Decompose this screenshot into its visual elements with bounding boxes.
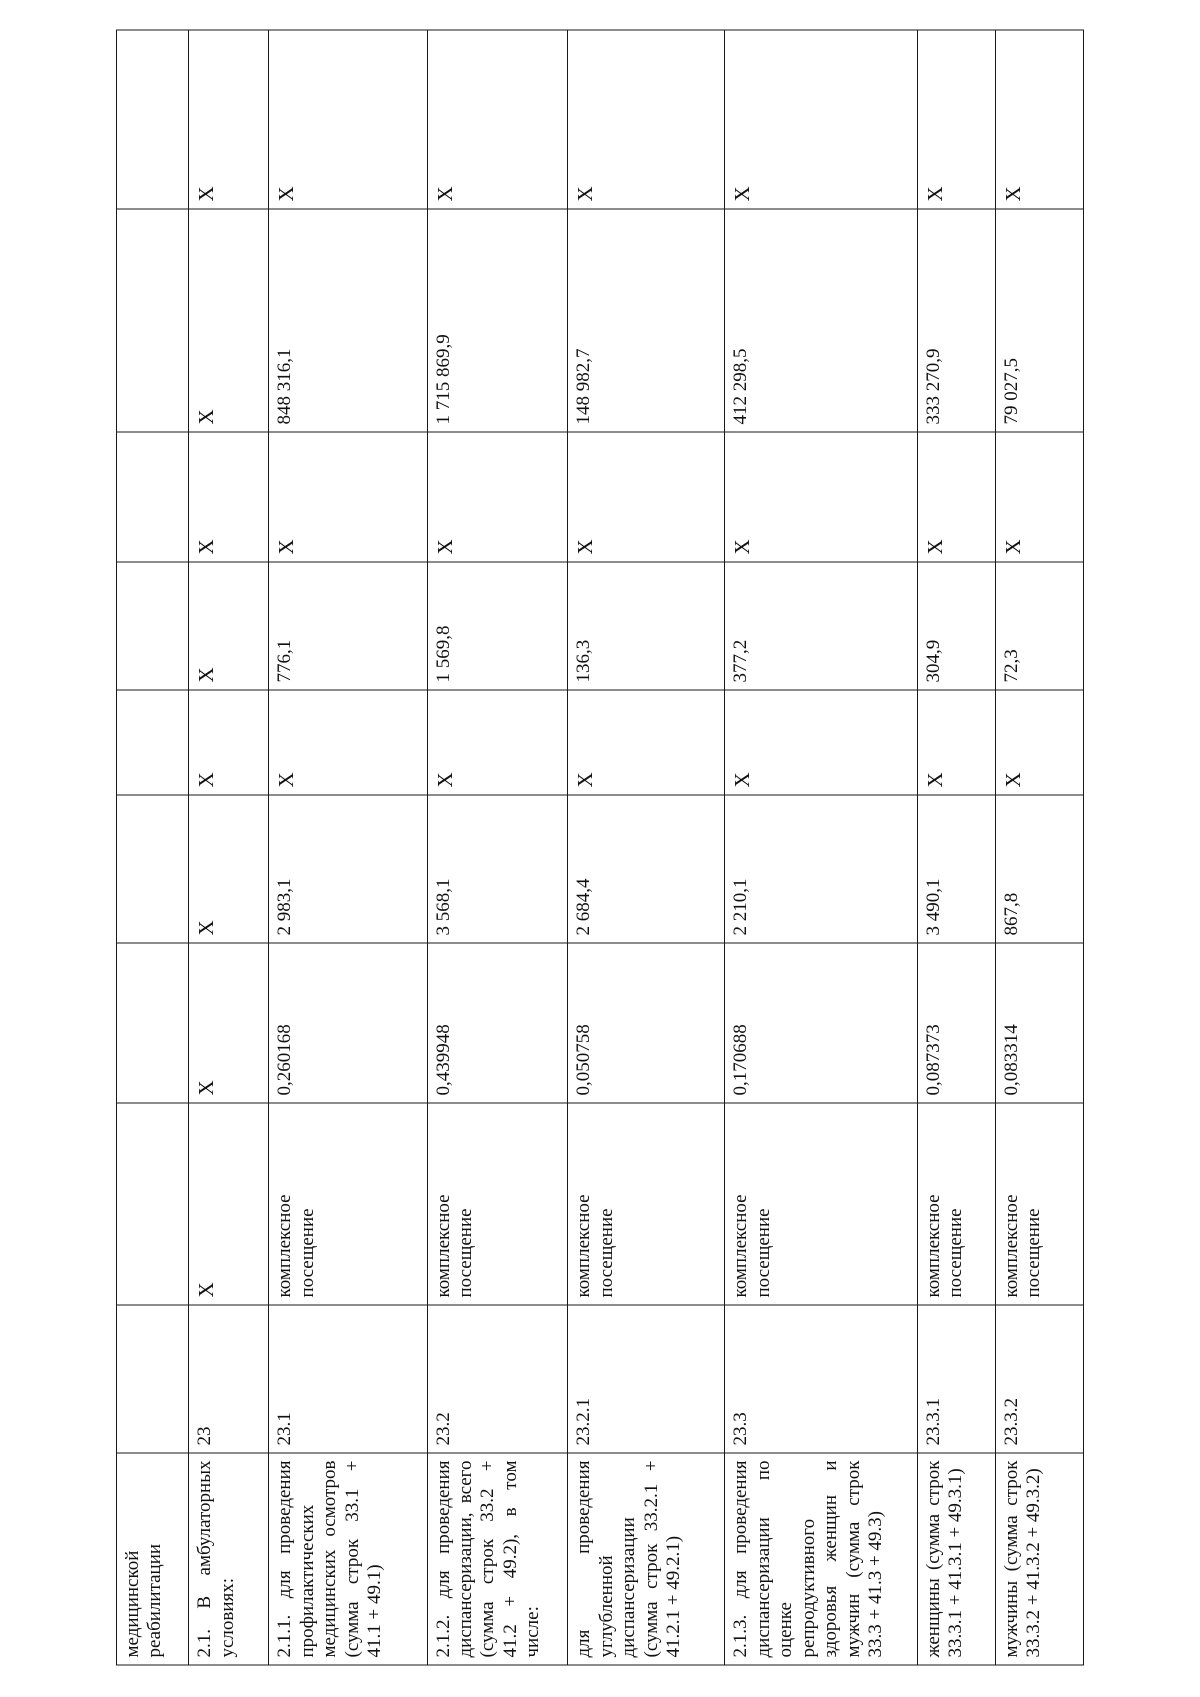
cell-norm: 0,083314 [995,943,1083,1103]
cell-name: для проведения углубленной диспансеризации (сумма строк 33.2.1 + 41.2.1 + 49.2.1) [568,1453,725,1665]
cell-col8: X [189,209,269,432]
cell-col5: X [917,690,995,795]
cell-empty [117,209,189,432]
cell-col5: X [725,690,917,795]
cell-norm: 0,050758 [568,943,725,1103]
cell-name: 2.1. В амбулаторных условиях: [189,1453,269,1665]
table-row [189,30,269,1665]
cell-row-number: 23.3.1 [917,1305,995,1453]
cell-col7: X [189,432,269,562]
cell-col7: X [995,432,1083,562]
cell-unit: X [189,1103,269,1305]
rotated-table-page [116,31,1084,1666]
table-row [995,30,1083,1665]
cell-norm: 0,439948 [427,943,568,1103]
cell-empty [117,1103,189,1305]
cell-norm: 0,170688 [725,943,917,1103]
cell-name: 2.1.1. для проведения профилактических медицинских осмотров (сумма строк 33.1 + 41.1 + 49.1) [269,1453,427,1665]
cell-col7: X [269,432,427,562]
cell-col8: 1 715 869,9 [427,209,568,432]
table-row [568,30,725,1665]
cell-norm: 0,260168 [269,943,427,1103]
cell-col6: 1 569,8 [427,562,568,690]
cell-row-number: 23.3.2 [995,1305,1083,1453]
cell-empty [117,432,189,562]
cell-norm: X [189,943,269,1103]
cell-col7: X [725,432,917,562]
cell-col8: 412 298,5 [725,209,917,432]
cell-col9: X [995,30,1083,209]
cell-col7: X [917,432,995,562]
cell-col7: X [427,432,568,562]
cell-name: женщины (сумма строк 33.3.1 + 41.3.1 + 49.3.1) [917,1453,995,1665]
cell-name: 2.1.3. для проведения диспансеризации по оценке репродуктивного здоровья женщин и мужчин (сумма строк 33.3 + 41.3 + 49.3) [725,1453,917,1665]
cell-col6: X [189,562,269,690]
cell-cost: 2 684,4 [568,795,725,943]
cell-col6: 304,9 [917,562,995,690]
cell-cost: 2 983,1 [269,795,427,943]
cell-unit: комплексное посещение [917,1103,995,1305]
cell-cost: 3 568,1 [427,795,568,943]
cell-col5: X [568,690,725,795]
cell-col6: 377,2 [725,562,917,690]
cell-col9: X [568,30,725,209]
cell-col9: X [725,30,917,209]
cell-unit: комплексное посещение [269,1103,427,1305]
cell-col6: 136,3 [568,562,725,690]
cell-empty [117,795,189,943]
cell-col8: 848 316,1 [269,209,427,432]
cell-col9: X [917,30,995,209]
cell-col9: X [189,30,269,209]
cell-unit: комплексное посещение [568,1103,725,1305]
cell-cost: 867,8 [995,795,1083,943]
cell-name: 2.1.2. для проведения диспансеризации, всего (сумма строк 33.2 + 41.2 + 49.2), в том числе: [427,1453,568,1665]
cell-row-number: 23.2.1 [568,1305,725,1453]
cell-col8: 333 270,9 [917,209,995,432]
table-row [427,30,568,1665]
cell-name: медицинской реабилитации [117,1453,189,1665]
table-row-header-cont [117,30,189,1665]
cell-col9: X [427,30,568,209]
cell-col5: X [995,690,1083,795]
cell-empty [117,1305,189,1453]
cell-empty [117,562,189,690]
cell-col9: X [269,30,427,209]
cell-empty [117,690,189,795]
cell-col5: X [427,690,568,795]
cell-col6: 72,3 [995,562,1083,690]
cell-col7: X [568,432,725,562]
cell-cost: 3 490,1 [917,795,995,943]
table-row [725,30,917,1665]
cell-empty [117,30,189,209]
cell-unit: комплексное посещение [725,1103,917,1305]
cell-row-number: 23.3 [725,1305,917,1453]
cell-empty [117,943,189,1103]
cell-row-number: 23 [189,1305,269,1453]
cell-norm: 0,087373 [917,943,995,1103]
cell-col8: 148 982,7 [568,209,725,432]
cell-row-number: 23.2 [427,1305,568,1453]
norms-table [116,30,1084,1666]
cell-col5: X [269,690,427,795]
cell-row-number: 23.1 [269,1305,427,1453]
cell-col5: X [189,690,269,795]
cell-cost: 2 210,1 [725,795,917,943]
cell-col6: 776,1 [269,562,427,690]
cell-unit: комплексное посещение [427,1103,568,1305]
cell-unit: комплексное посещение [995,1103,1083,1305]
table-row [269,30,427,1665]
cell-col8: 79 027,5 [995,209,1083,432]
table-row [917,30,995,1665]
cell-cost: X [189,795,269,943]
cell-name: мужчины (сумма строк 33.3.2 + 41.3.2 + 49.3.2) [995,1453,1083,1665]
